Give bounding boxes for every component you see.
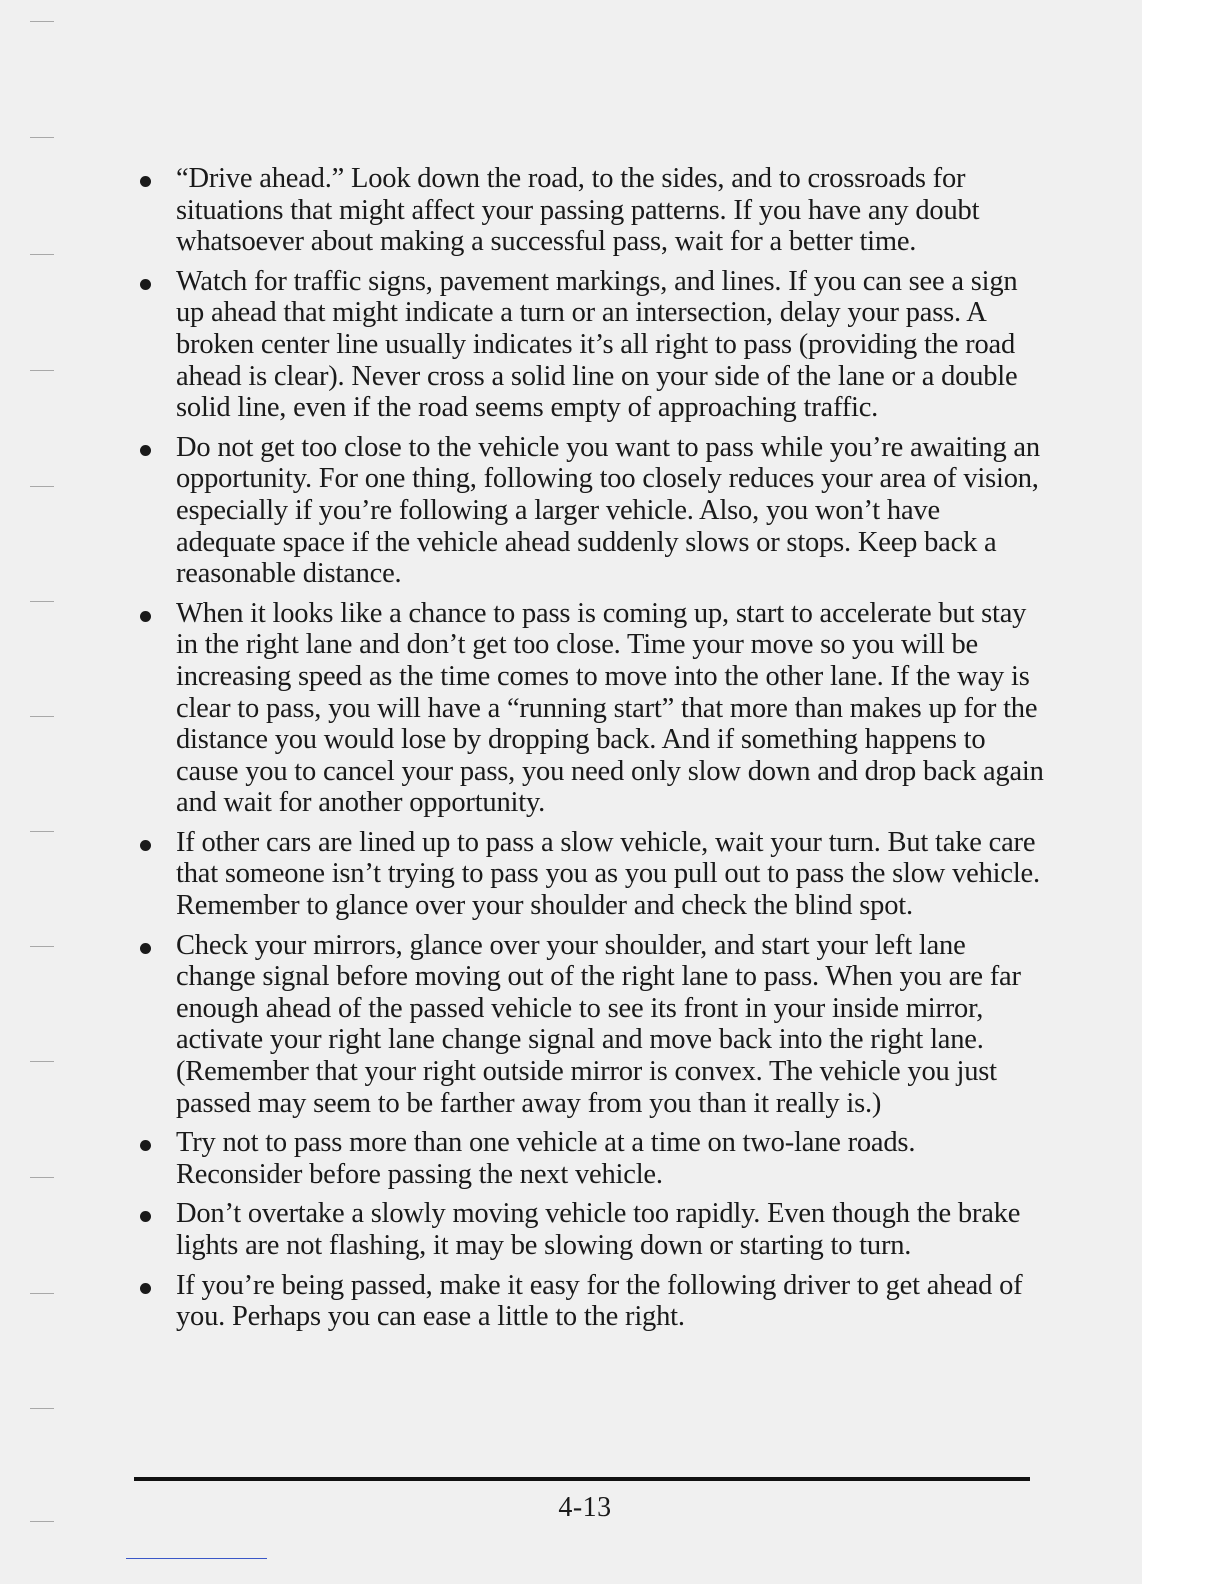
- margin-tick: [30, 370, 54, 371]
- list-item-text: Do not get too close to the vehicle you want to pass while you’re awaiting an opportunity. For one thing, following too closely reduces your area of vision, especially if you’re following a larger vehicle. Also, you won’t have adequate space if the vehicle ahead suddenly slows or stops. Keep back a reasonable distance.: [176, 431, 1040, 590]
- margin-tick: [30, 486, 54, 487]
- list-item-text: If other cars are lined up to pass a slow vehicle, wait your turn. But take care that someone isn’t trying to pass you as you pull out to pass the slow vehicle. Remember to glance over your shoulder and check the blind spot.: [176, 826, 1040, 922]
- bullet-icon: [140, 943, 151, 954]
- margin-tick: [30, 946, 54, 947]
- link-underline: [126, 1558, 267, 1559]
- list-item: [134, 598, 1044, 819]
- bullet-icon: [140, 840, 151, 851]
- bullet-icon: [140, 445, 151, 456]
- margin-tick: [30, 1177, 54, 1178]
- list-item: [134, 432, 1044, 590]
- list-item-text: Check your mirrors, glance over your shoulder, and start your left lane change signal before moving out of the right lane to pass. When you are far enough ahead of the passed vehicle to see its front in your inside mirror, activate your right lane change signal and move back into the right lane. (Remember that your right outside mirror is convex. The vehicle you just passed may seem to be farther away from you than it really is.): [176, 929, 1021, 1119]
- margin-tick: [30, 137, 54, 138]
- margin-tick: [30, 1408, 54, 1409]
- list-item-text: “Drive ahead.” Look down the road, to the sides, and to crossroads for situations that might affect your passing patterns. If you have any doubt whatsoever about making a successful pass, wait for a better time.: [176, 163, 980, 258]
- list-item-text: Watch for traffic signs, pavement markings, and lines. If you can see a sign up ahead that might indicate a turn or an intersection, delay your pass. A broken center line usually indicates it’s all right to pass (providing the road ahead is clear). Never cross a solid line on your side of the lane or a double solid line, even if the road seems empty of approaching traffic.: [176, 265, 1018, 424]
- list-item: [134, 1270, 1044, 1333]
- list-item: [134, 930, 1044, 1120]
- list-item: [134, 827, 1044, 922]
- margin-tick: [30, 716, 54, 717]
- page-number: 4-13: [558, 1492, 612, 1523]
- list-item: [134, 163, 1044, 258]
- margin-tick: [30, 831, 54, 832]
- list-item: [134, 1127, 1044, 1190]
- bullet-icon: [140, 279, 151, 290]
- list-item-text: Try not to pass more than one vehicle at a time on two-lane roads. Reconsider before passing the next vehicle.: [176, 1127, 916, 1190]
- margin-tick-marks: [30, 0, 60, 1584]
- passing-tips-list: [134, 163, 1044, 1341]
- bullet-icon: [140, 1140, 151, 1151]
- bullet-icon: [140, 1283, 151, 1294]
- list-item-text: Don’t overtake a slowly moving vehicle too rapidly. Even though the brake lights are not flashing, it may be slowing down or starting to turn.: [176, 1198, 1021, 1261]
- list-item-text: If you’re being passed, make it easy for the following driver to get ahead of you. Perhaps you can ease a little to the right.: [176, 1269, 1023, 1333]
- list-item-text: When it looks like a chance to pass is coming up, start to accelerate but stay in the right lane and don’t get too close. Time your move so you will be increasing speed as the time comes to move into the other lane. If the way is clear to pass, you will have a “running start” that more than makes up for the distance you would lose by dropping back. And if something happens to cause you to cancel your pass, you need only slow down and drop back again and wait for another opportunity.: [176, 597, 1044, 819]
- margin-tick: [30, 254, 54, 255]
- footer-rule: [134, 1477, 1030, 1481]
- margin-tick: [30, 601, 54, 602]
- list-item: [134, 1198, 1044, 1261]
- margin-tick: [30, 1293, 54, 1294]
- list-item: [134, 266, 1044, 424]
- bullet-icon: [140, 176, 151, 187]
- bullet-icon: [140, 1211, 151, 1222]
- bullet-icon: [140, 611, 151, 622]
- margin-tick: [30, 21, 54, 22]
- margin-tick: [30, 1061, 54, 1062]
